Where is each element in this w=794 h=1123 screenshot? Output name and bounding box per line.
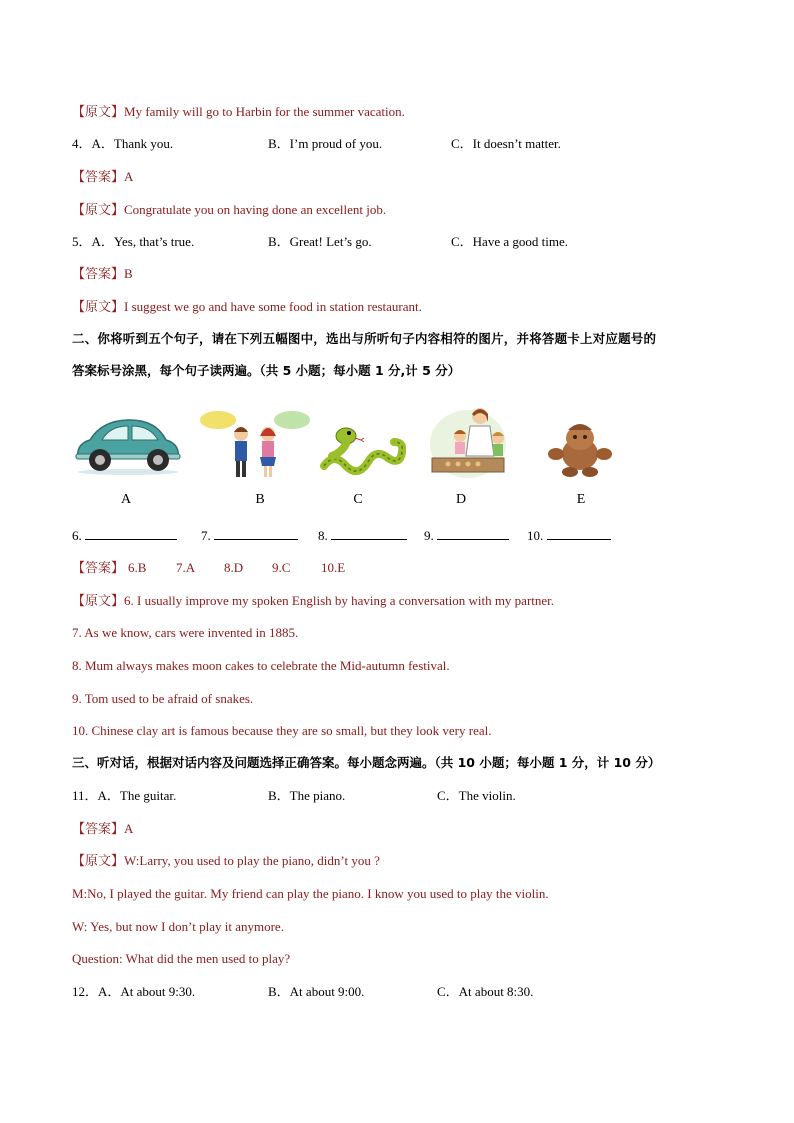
q5-option-a: 5．A．Yes, that’s true. bbox=[72, 234, 195, 249]
q4-option-b: B．I’m proud of you. bbox=[268, 136, 383, 151]
q11-option-b: B．The piano. bbox=[268, 788, 346, 803]
section2-answer-8: 8.D bbox=[224, 560, 244, 575]
q11-answer: 【答案】A bbox=[72, 821, 134, 836]
q12-option-b: B．At about 9:00. bbox=[268, 984, 365, 999]
blank-7: 7. bbox=[201, 527, 298, 545]
section2-original-7: 7. As we know, cars were invented in 1885. bbox=[72, 625, 299, 640]
picture-label-a: A bbox=[120, 492, 132, 507]
q12-option-a: 12．A．At about 9:30. bbox=[72, 984, 196, 999]
section2-answer-tag: 【答案】 bbox=[72, 560, 125, 575]
q5-original: 【原文】I suggest we go and have some food in station restaurant. bbox=[72, 299, 422, 314]
q12-option-c: C．At about 8:30. bbox=[437, 984, 534, 999]
car-icon bbox=[72, 414, 184, 476]
blank-6: 6. bbox=[72, 527, 177, 545]
clay-figure-icon bbox=[546, 420, 614, 478]
picture-label-e: E bbox=[576, 492, 586, 507]
section2-heading-line1: 二、你将听到五个句子，请在下列五幅图中，选出与所听句子内容相符的图片，并将答题卡上对应题号的 bbox=[72, 331, 657, 346]
section2-answer-6: 6.B bbox=[128, 560, 147, 575]
blank-10: 10. bbox=[527, 527, 611, 545]
q3-original: 【原文】My family will go to Harbin for the summer vacation. bbox=[72, 104, 405, 119]
family-baking-icon bbox=[428, 404, 508, 480]
blank-9: 9. bbox=[424, 527, 509, 545]
q11-original-4: Question: What did the men used to play? bbox=[72, 951, 291, 966]
section2-answer-7: 7.A bbox=[176, 560, 196, 575]
q4-answer: 【答案】A bbox=[72, 169, 134, 184]
q5-answer: 【答案】B bbox=[72, 266, 133, 281]
q4-original: 【原文】Congratulate you on having done an excellent job. bbox=[72, 202, 387, 217]
picture-label-d: D bbox=[455, 492, 467, 507]
section2-answer-10: 10.E bbox=[321, 560, 346, 575]
picture-label-c: C bbox=[353, 492, 363, 507]
section2-original-10: 10. Chinese clay art is famous because they are so small, but they look very real. bbox=[72, 723, 492, 738]
q5-option-b: B．Great! Let’s go. bbox=[268, 234, 372, 249]
q11-original-3: W: Yes, but now I don’t play it anymore. bbox=[72, 919, 284, 934]
q11-original-1: 【原文】W:Larry, you used to play the piano, didn’t you ? bbox=[72, 853, 380, 868]
section2-heading-line2: 答案标号涂黑，每个句子读两遍。（共 5 小题；每小题 1 分,计 5 分） bbox=[72, 363, 461, 378]
section2-original-8: 8. Mum always makes moon cakes to celebrate the Mid-autumn festival. bbox=[72, 658, 450, 673]
q4-option-c: C．It doesn’t matter. bbox=[451, 136, 561, 151]
picture-label-b: B bbox=[255, 492, 265, 507]
q11-option-a: 11．A．The guitar. bbox=[72, 788, 177, 803]
section2-original-9: 9. Tom used to be afraid of snakes. bbox=[72, 691, 254, 706]
kids-talking-icon bbox=[198, 410, 312, 482]
q11-original-2: M:No, I played the guitar. My friend can play the piano. I know you used to play the violin. bbox=[72, 886, 549, 901]
q4-option-a: 4．A．Thank you. bbox=[72, 136, 174, 151]
section3-heading: 三、听对话，根据对话内容及问题选择正确答案。每小题念两遍。（共 10 小题；每小题 1 分，计 10 分） bbox=[72, 755, 661, 770]
q11-option-c: C．The violin. bbox=[437, 788, 516, 803]
section2-answer-9: 9.C bbox=[272, 560, 291, 575]
blank-8: 8. bbox=[318, 527, 407, 545]
section2-original-6: 【原文】6. I usually improve my spoken English by having a conversation with my partner. bbox=[72, 593, 555, 608]
q5-option-c: C．Have a good time. bbox=[451, 234, 568, 249]
snake-icon bbox=[318, 422, 406, 478]
